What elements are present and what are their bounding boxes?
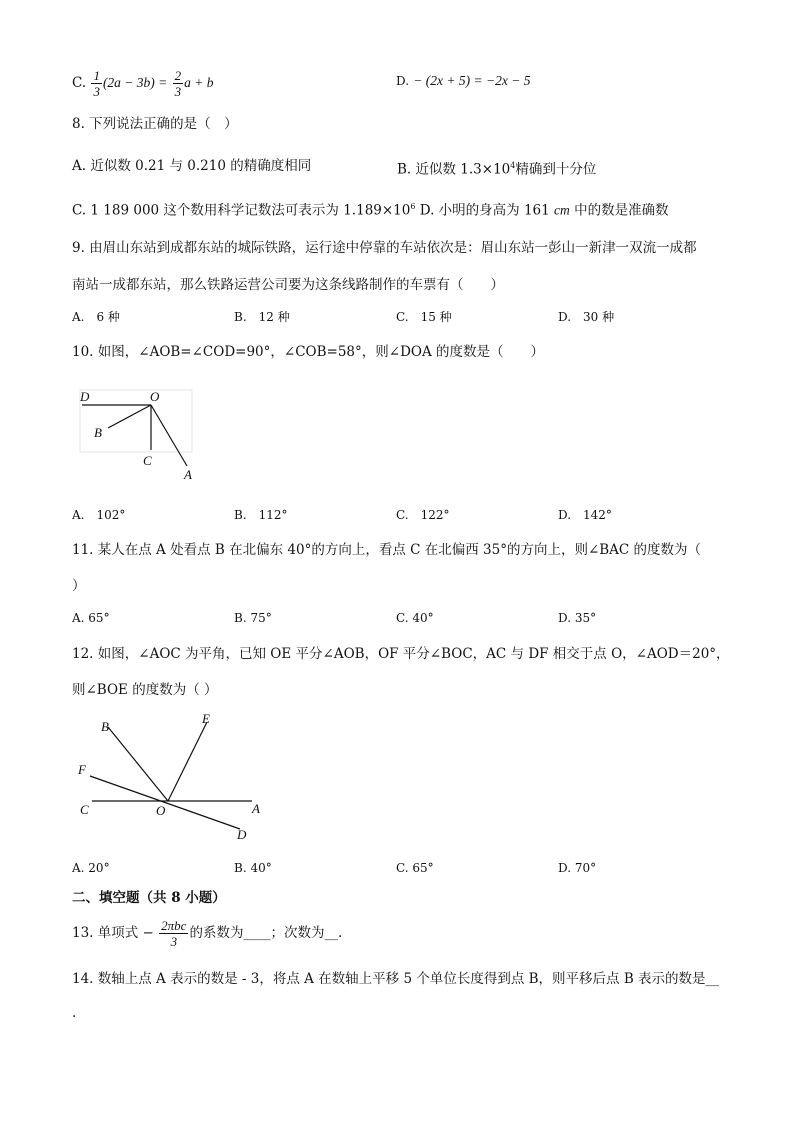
q11-option-b: B. 75° bbox=[234, 611, 272, 625]
q11-option-c: C. 40° bbox=[396, 611, 434, 625]
q9-option-b: B. 12 种 bbox=[234, 310, 290, 324]
q12-stem-line1: 12. 如图，∠AOC 为平角，已知 OE 平分∠AOB，OF 平分∠BOC，AC 与 DF 相交于点 O，∠AOD＝20°， bbox=[72, 646, 730, 662]
q12-option-d: D. 70° bbox=[558, 861, 597, 875]
q10-label-d: D bbox=[80, 389, 90, 404]
q11-option-a: A. 65° bbox=[72, 611, 110, 625]
q12-label-o: O bbox=[156, 803, 166, 818]
q9-stem-line1: 9. 由眉山东站到成都东站的城际铁路，运行途中停靠的车站依次是：眉山东站一彭山一新津一双流一成都 bbox=[72, 240, 697, 256]
q8-option-b: B. 近似数 $1.3\times 10^4$精确到十分位 bbox=[397, 161, 597, 178]
q10-option-c: C. 122° bbox=[396, 508, 450, 522]
q9-option-c: C. 15 种 bbox=[396, 310, 452, 324]
q12-option-b: B. 40° bbox=[234, 861, 272, 875]
q12-label-c: C bbox=[80, 802, 89, 817]
q11-stem-line2: ） bbox=[72, 578, 86, 594]
q12-label-a: A bbox=[252, 801, 260, 816]
q12-angle-figure bbox=[72, 708, 272, 848]
q11-stem-line1: 11. 某人在点 A 处看点 B 在北偏东 40°的方向上，看点 C 在北偏西 35°的方向上，则∠BAC 的度数为（ bbox=[72, 542, 702, 558]
q12-option-c: C. 65° bbox=[396, 861, 434, 875]
q10-option-d: D. 142° bbox=[558, 508, 612, 522]
q10-figure-frame bbox=[80, 390, 192, 452]
q10-label-o: O bbox=[150, 389, 160, 404]
q12-ray-oe bbox=[168, 722, 207, 801]
q8-options-c-d: C. 1 189 000 这个数用科学记数法可表示为 $1.189\times 10^6$ D. 小明的身高为 161 cm 中的数是准确数 bbox=[72, 202, 669, 219]
q10-label-c: C bbox=[143, 453, 152, 468]
q10-label-b: B bbox=[94, 425, 102, 440]
q14-stem-line1: 14. 数轴上点 A 表示的数是 - 3，将点 A 在数轴上平移 5 个单位长度得到点 B，则平移后点 B 表示的数是__ bbox=[72, 971, 720, 987]
q12-option-a: A. 20° bbox=[72, 861, 110, 875]
q9-stem-line2: 南站一成都东站，那么铁路运营公司要为这条线路制作的车票有（ ） bbox=[72, 277, 504, 293]
q7-option-d: D. − (2x + 5) = −2x − 5 bbox=[396, 73, 531, 88]
q12-label-f: F bbox=[78, 762, 86, 777]
q10-ray-ob bbox=[108, 405, 151, 428]
q8-stem: 8. 下列说法正确的是（ ） bbox=[72, 116, 238, 132]
q10-option-a: A. 102° bbox=[72, 508, 126, 522]
q13-fraction: $\frac{\text{2πbc}}{3}$ bbox=[161, 918, 187, 949]
q7-option-c: C. $\frac{1}{3}$ (2a − 3b) = $\frac{2}{3}$ a + b bbox=[72, 68, 214, 99]
q8-option-c: C. 1 189 000 这个数用科学记数法可表示为 1.189×10 bbox=[72, 202, 411, 219]
q10-option-b: B. 112° bbox=[234, 508, 288, 522]
q7-c-fraction-1: $\frac{1}{3}$ bbox=[93, 68, 100, 99]
q10-ray-oa bbox=[151, 405, 187, 466]
q12-ray-ob bbox=[108, 727, 168, 801]
q13-stem: 13. 单项式 − $\frac{\text{2πbc}}{3}$ 的系数为____；次数为__. bbox=[72, 918, 343, 949]
q10-angle-figure bbox=[72, 384, 198, 484]
q12-label-e: E bbox=[202, 711, 210, 726]
q12-label-d: D bbox=[237, 827, 247, 842]
q14-stem-line2: . bbox=[72, 1005, 77, 1021]
q10-stem: 10. 如图，∠AOB=∠COD=90°，∠COB=58°，则∠DOA 的度数是（ ） bbox=[72, 344, 545, 360]
q8-option-d: D. 小明的身高为 161 bbox=[415, 202, 555, 219]
q7-c-fraction-2: $\frac{2}{3}$ bbox=[174, 68, 182, 99]
q9-option-d: D. 30 种 bbox=[558, 310, 615, 324]
q9-option-a: A. 6 种 bbox=[72, 310, 120, 324]
q12-label-b: B bbox=[101, 719, 109, 734]
q8-option-a: A. 近似数 0.21 与 0.210 的精确度相同 bbox=[72, 158, 312, 174]
q12-stem-line2: 则∠BOE 的度数为（ ） bbox=[72, 682, 218, 698]
q10-label-a: A bbox=[184, 467, 192, 482]
section-2-heading: 二、填空题（共 8 小题） bbox=[72, 890, 226, 906]
q11-option-d: D. 35° bbox=[558, 611, 597, 625]
